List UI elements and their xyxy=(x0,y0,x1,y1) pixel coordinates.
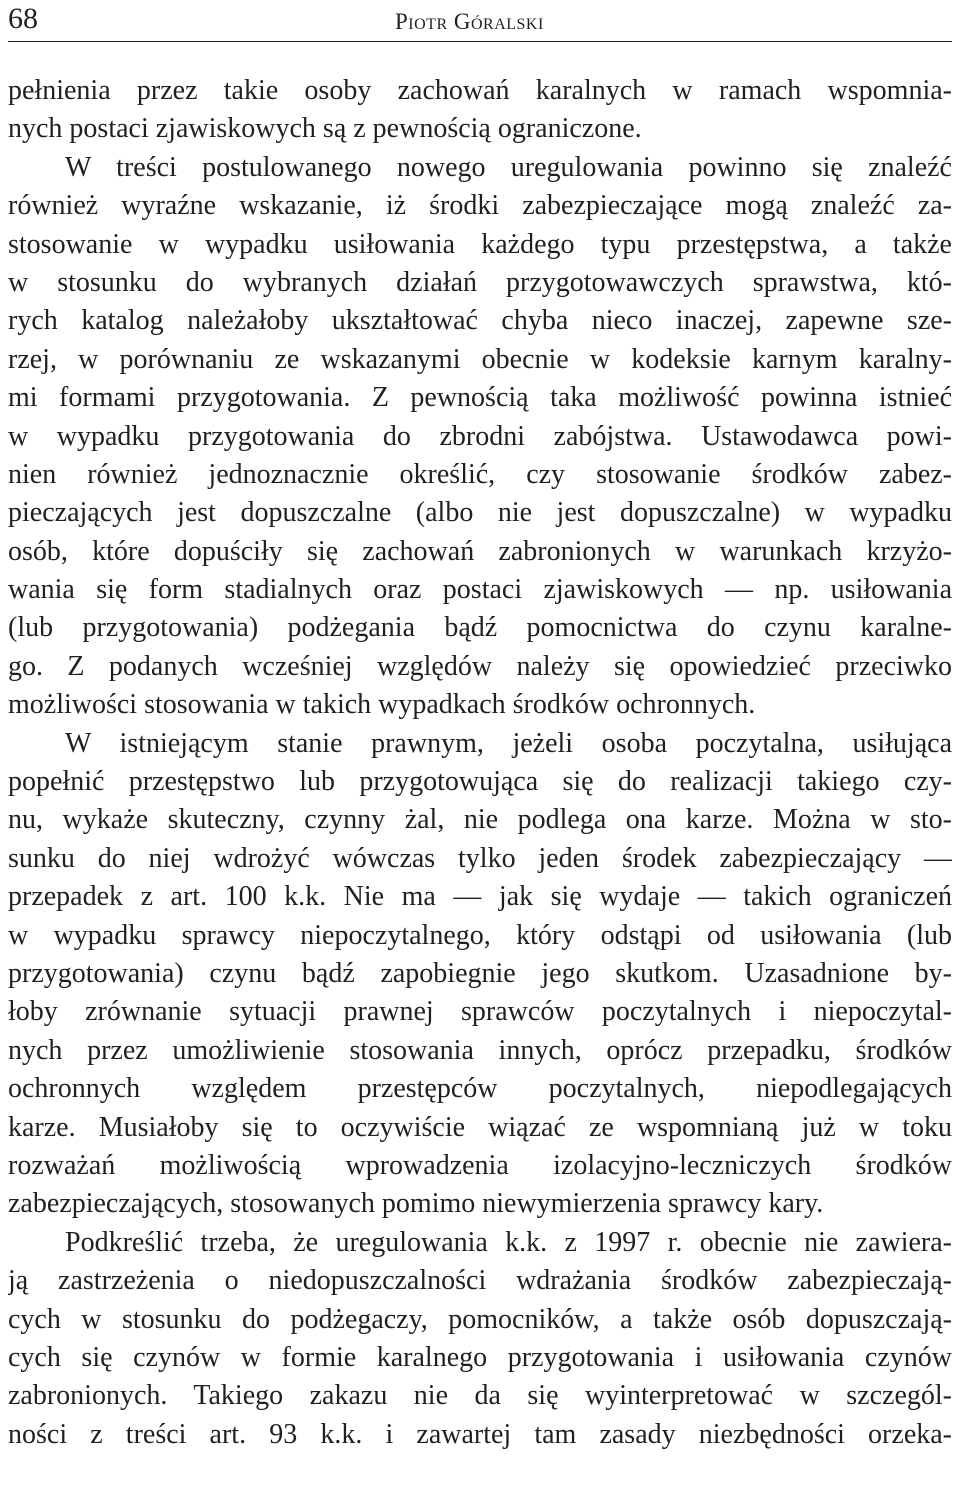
text-line: pieczających jest dopuszczalne (albo nie jest dopuszczalne) w wypadku xyxy=(8,497,952,529)
text-line: ją zastrzeżenia o niedopuszczalności wdrażania środków zabezpieczają- xyxy=(8,1265,952,1297)
text-line: nu, wykaże skuteczny, czynny żal, nie podlega ona karze. Można w sto- xyxy=(8,804,952,836)
text-line: wania się form stadialnych oraz postaci zjawiskowych — np. usiłowania xyxy=(8,574,952,606)
text-line: cych się czynów w formie karalnego przygotowania i usiłowania czynów xyxy=(8,1341,952,1373)
text-line: pełnienia przez takie osoby zachowań karalnych w ramach wspomnia- xyxy=(8,75,952,106)
text-line: mi formami przygotowania. Z pewnością taka możliwość powinna istnieć xyxy=(8,382,952,414)
running-head-author: Piotr Góralski xyxy=(395,9,544,34)
text-line: rych katalog należałoby ukształtować chyba nieco inaczej, zapewne sze- xyxy=(8,305,952,337)
text-line: zabezpieczających, stosowanych pomimo niewymierzenia sprawcy kary. xyxy=(8,1188,824,1220)
text-line: W treści postulowanego nowego uregulowania powinno się znaleźć xyxy=(65,151,952,183)
page-header xyxy=(8,0,952,40)
header-rule xyxy=(8,41,952,42)
text-line: w wypadku sprawcy niepoczytalnego, który odstąpi od usiłowania (lub xyxy=(8,919,952,951)
text-line: stosowanie w wypadku usiłowania każdego typu przestępstwa, a także xyxy=(8,228,952,260)
text-line: przepadek z art. 100 k.k. Nie ma — jak się wydaje — takich ograniczeń xyxy=(8,881,952,913)
text-line: również wyraźne wskazanie, iż środki zabezpieczające mogą znaleźć za- xyxy=(8,190,952,222)
text-line: ności z treści art. 93 k.k. i zawartej tam zasady niezbędności orzeka- xyxy=(8,1418,952,1450)
text-line: go. Z podanych wcześniej względów należy się opowiedzieć przeciwko xyxy=(8,650,952,682)
text-line: Podkreślić trzeba, że uregulowania k.k. z 1997 r. obecnie nie zawiera- xyxy=(65,1226,952,1258)
text-line: przygotowania) czynu bądź zapobiegnie jego skutkom. Uzasadnione by- xyxy=(8,957,952,989)
text-line: nych przez umożliwienie stosowania innych, oprócz przepadku, środków xyxy=(8,1034,952,1066)
text-line: możliwości stosowania w takich wypadkach środków ochronnych. xyxy=(8,689,756,721)
text-line: w wypadku przygotowania do zbrodni zabójstwa. Ustawodawca powi- xyxy=(8,420,952,452)
text-line: ochronnych względem przestępców poczytalnych, niepodlegających xyxy=(8,1073,952,1105)
text-line: popełnić przestępstwo lub przygotowująca się do realizacji takiego czy- xyxy=(8,766,952,798)
text-line: karze. Musiałoby się to oczywiście wiązać ze wspomnianą już w toku xyxy=(8,1111,952,1143)
body-text xyxy=(8,72,952,1454)
text-line: rzej, w porównaniu ze wskazanymi obecnie w kodeksie karnym karalny- xyxy=(8,343,952,375)
text-line: rozważań możliwością wprowadzenia izolacyjno-leczniczych środków xyxy=(8,1149,952,1181)
text-line: W istniejącym stanie prawnym, jeżeli osoba poczytalna, usiłująca xyxy=(65,727,952,759)
text-line: (lub przygotowania) podżegania bądź pomocnictwa do czynu karalne- xyxy=(8,612,952,644)
text-line: osób, które dopuściły się zachowań zabronionych w warunkach krzyżo- xyxy=(8,535,952,567)
text-line: nych postaci zjawiskowych są z pewnością ograniczone. xyxy=(8,113,642,145)
text-line: w stosunku do wybranych działań przygotowawczych sprawstwa, któ- xyxy=(8,266,952,298)
text-line: łoby zrównanie sytuacji prawnej sprawców poczytalnych i niepoczytal- xyxy=(8,996,952,1028)
text-line: sunku do niej wdrożyć wówczas tylko jeden środek zabezpieczający — xyxy=(8,842,952,874)
page-number: 68 xyxy=(8,2,38,35)
text-line: nien również jednoznacznie określić, czy stosowanie środków zabez- xyxy=(8,458,952,490)
text-line: zabronionych. Takiego zakazu nie da się wyinterpretować w szczegól- xyxy=(8,1380,952,1412)
text-line: cych w stosunku do podżegaczy, pomocników, a także osób dopuszczają- xyxy=(8,1303,952,1335)
